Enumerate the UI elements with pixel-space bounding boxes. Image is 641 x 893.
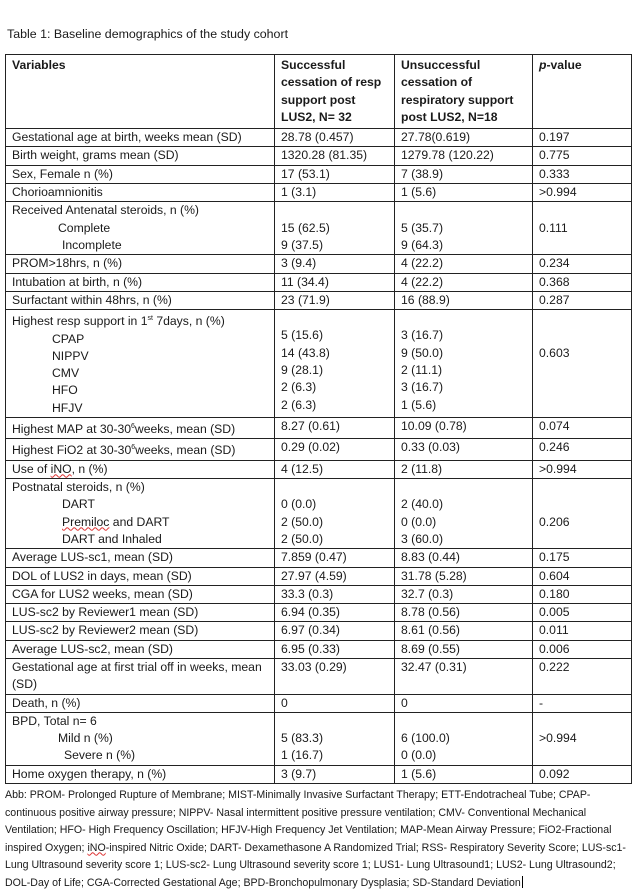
successful-value: 0 <box>275 694 395 712</box>
unsuccessful-value: 27.78(0.619) <box>395 129 533 147</box>
unsuccessful-value: 0 <box>395 694 533 712</box>
p-value: 0.604 <box>533 567 632 585</box>
p-value: 0.287 <box>533 291 632 309</box>
sub-value: 5 (15.6) <box>281 328 324 343</box>
row-label: PROM>18hrs, n (%) <box>6 255 275 273</box>
row-label: DOL of LUS2 in days, mean (SD) <box>6 567 275 585</box>
successful-value: 1 (3.1) <box>275 184 395 202</box>
successful-value: 3 (9.4) <box>275 255 395 273</box>
successful-value: 1320.28 (81.35) <box>275 147 395 165</box>
sub-label: CPAP <box>52 331 85 346</box>
p-value <box>533 310 632 418</box>
row-label: Average LUS-sc1, mean (SD) <box>6 549 275 567</box>
p-value: 0.011 <box>533 622 632 640</box>
p-value-text: 0.206 <box>539 514 570 529</box>
table-row <box>6 165 632 183</box>
footnote-text: -inspired Nitric Oxide; DART- Dexamethasone A Randomized Trial; RSS- Respiratory Severity Score; LUS-sc1- Lung Ultrasound severity score 1; LUS-sc2- Lung Ultrasound severity score 1; LUS1- Lung Ultrasound1; LUS2- Lung Ultrasound2; DOL-Day of Life; CGA-Corrected Gestational Age; BPD-Bronchopulmonary Dysplasia; SD-Standard Deviation <box>5 841 626 889</box>
row-label: CGA for LUS2 weeks, mean (SD) <box>6 585 275 603</box>
sub-value: 2 (50.0) <box>281 531 324 546</box>
table-row <box>6 765 632 783</box>
sub-label: DART <box>62 497 95 512</box>
table-row <box>6 658 632 694</box>
sub-value: 2 (6.3) <box>281 380 317 395</box>
p-value: 0.074 <box>533 418 632 439</box>
row-label: Highest MAP at $30-30^6weeks$, mean (SD) <box>6 418 275 439</box>
sub-label: Premiloc and DART <box>62 514 170 529</box>
sub-value: 5 (35.7) <box>401 220 444 235</box>
unsuccessful-value <box>395 202 533 255</box>
superscript: st <box>147 315 153 323</box>
text-cursor <box>522 876 523 888</box>
row-label: LUS-sc2 by Reviewer2 mean (SD) <box>6 622 275 640</box>
table-row <box>6 310 632 418</box>
p-value: 0.246 <box>533 439 632 460</box>
unsuccessful-value <box>395 712 533 765</box>
sub-value: 1 (16.7) <box>281 748 324 763</box>
successful-value: 23 (71.9) <box>275 291 395 309</box>
row-label: Birth weight, grams mean (SD) <box>6 147 275 165</box>
successful-value: 11 (34.4) <box>275 273 395 291</box>
p-italic: p <box>539 58 547 72</box>
unsuccessful-value: 32.47 (0.31) <box>395 658 533 694</box>
table-row <box>6 604 632 622</box>
row-label: Gestational age at birth, weeks mean (SD) <box>6 129 275 147</box>
sub-label: HFO <box>52 383 78 398</box>
table-row <box>6 640 632 658</box>
row-label: Chorioamnionitis <box>6 184 275 202</box>
superscript: 6 <box>131 423 135 430</box>
table-row <box>6 129 632 147</box>
header-variables: Variables <box>6 55 275 129</box>
unsuccessful-value: 8.69 (0.55) <box>395 640 533 658</box>
p-value-text: >0.994 <box>539 731 577 746</box>
p-value: 0.175 <box>533 549 632 567</box>
table-row <box>6 418 632 439</box>
sub-value: 5 (83.3) <box>281 731 324 746</box>
p-value <box>533 712 632 765</box>
row-label <box>6 712 275 765</box>
row-label: Highest FiO2 at $30-30^6weeks$, mean (SD) <box>6 439 275 460</box>
table-row <box>6 622 632 640</box>
table-row <box>6 585 632 603</box>
sub-value: 2 (40.0) <box>401 497 444 512</box>
successful-value: 6.95 (0.33) <box>275 640 395 658</box>
p-value: - <box>533 694 632 712</box>
sub-value: 3 (16.7) <box>401 380 444 395</box>
sub-label: CMV <box>52 366 80 381</box>
successful-value <box>275 310 395 418</box>
abbreviations-footnote <box>5 787 631 892</box>
sub-value: 2 (11.1) <box>401 363 443 378</box>
sub-label: Complete <box>58 220 111 235</box>
p-value: >0.994 <box>533 184 632 202</box>
unsuccessful-value: 4 (22.2) <box>395 273 533 291</box>
header-row <box>6 55 632 129</box>
p-value: 0.222 <box>533 658 632 694</box>
unsuccessful-value <box>395 310 533 418</box>
unsuccessful-value: 8.78 (0.56) <box>395 604 533 622</box>
sub-value: 15 (62.5) <box>281 220 330 235</box>
group-label: Received Antenatal steroids, n (%) <box>12 203 199 218</box>
p-value: 0.775 <box>533 147 632 165</box>
p-value: 0.005 <box>533 604 632 622</box>
demographics-table <box>5 54 632 784</box>
row-label: LUS-sc2 by Reviewer1 mean (SD) <box>6 604 275 622</box>
header-p-value <box>533 55 632 129</box>
table-row <box>6 255 632 273</box>
successful-value: 4 (12.5) <box>275 460 395 478</box>
table-row <box>6 202 632 255</box>
sub-value: 6 (100.0) <box>401 731 450 746</box>
table-row <box>6 694 632 712</box>
sub-value: 1 (5.6) <box>401 397 437 412</box>
unsuccessful-value: 32.7 (0.3) <box>395 585 533 603</box>
sub-label: Incomplete <box>62 237 122 252</box>
successful-value: 7.859 (0.47) <box>275 549 395 567</box>
sub-label: Severe n (%) <box>64 748 136 763</box>
spellcheck-word: Premiloc <box>62 514 110 529</box>
table-row <box>6 567 632 585</box>
row-label: Intubation at birth, n (%) <box>6 273 275 291</box>
row-label: Surfactant within 48hrs, n (%) <box>6 291 275 309</box>
successful-value <box>275 202 395 255</box>
p-value: 0.006 <box>533 640 632 658</box>
spellcheck-word: iNO <box>87 841 106 854</box>
p-value: 0.368 <box>533 273 632 291</box>
p-value: 0.333 <box>533 165 632 183</box>
successful-value: 3 (9.7) <box>275 765 395 783</box>
superscript: 6 <box>131 444 136 452</box>
row-label: Home oxygen therapy, n (%) <box>6 765 275 783</box>
footnote-text: Abb: PROM- Prolonged Rupture of Membrane; MIST-Minimally Invasive Surfactant Therapy; ETT-Endotracheal Tube; CPAP-continuous positive airway pressure; NIPPV- Nasal intermittent positive pressure ventilation; CMV- Conventional Mechanical Ventilation; HFO- High Frequency Oscillation; HFJV-High Frequency Jet Ventilation; MAP-Mean Airway Pressure; FiO2-Fractional inspired Oxygen; <box>5 789 612 854</box>
p-value: 0.092 <box>533 765 632 783</box>
successful-value: 27.97 (4.59) <box>275 567 395 585</box>
p-value: 0.197 <box>533 129 632 147</box>
sub-value: 2 (6.3) <box>281 397 317 412</box>
successful-value <box>275 479 395 549</box>
header-unsuccessful: Unsuccessful cessation of respiratory support post LUS2, N=18 <box>395 55 533 129</box>
unsuccessful-value: 8.61 (0.56) <box>395 622 533 640</box>
unsuccessful-value <box>395 479 533 549</box>
table-row <box>6 439 632 460</box>
successful-value <box>275 712 395 765</box>
unsuccessful-value: 10.09 (0.78) <box>395 418 533 439</box>
sub-label: DART and Inhaled <box>62 531 162 546</box>
successful-value: 6.97 (0.34) <box>275 622 395 640</box>
p-value <box>533 202 632 255</box>
row-label: Average LUS-sc2, mean (SD) <box>6 640 275 658</box>
sub-value: 9 (64.3) <box>401 237 444 252</box>
sub-value: 0 (0.0) <box>401 514 437 529</box>
p-value: 0.234 <box>533 255 632 273</box>
unsuccessful-value: 2 (11.8) <box>395 460 533 478</box>
unsuccessful-value: 7 (38.9) <box>395 165 533 183</box>
table-row <box>6 479 632 549</box>
successful-value: 28.78 (0.457) <box>275 129 395 147</box>
table-row <box>6 460 632 478</box>
table-row <box>6 291 632 309</box>
header-successful: Successful cessation of resp support post LUS2, N= 32 <box>275 55 395 129</box>
unsuccessful-value: 1 (5.6) <box>395 184 533 202</box>
row-label: Use of iNO, n (%) <box>6 460 275 478</box>
sub-value: 14 (43.8) <box>281 345 330 360</box>
unsuccessful-value: 31.78 (5.28) <box>395 567 533 585</box>
row-label <box>6 202 275 255</box>
p-value <box>533 479 632 549</box>
successful-value: 0.29 (0.02) <box>275 439 395 460</box>
sub-value: 2 (50.0) <box>281 514 324 529</box>
table-row <box>6 273 632 291</box>
sub-value: 0 (0.0) <box>281 497 317 512</box>
successful-value: 17 (53.1) <box>275 165 395 183</box>
sub-label: HFJV <box>52 400 83 415</box>
unsuccessful-value: 1 (5.6) <box>395 765 533 783</box>
sub-label: NIPPV <box>52 348 89 363</box>
p-value-text: 0.603 <box>539 345 570 360</box>
sub-value: 9 (28.1) <box>281 363 324 378</box>
unsuccessful-value: 8.83 (0.44) <box>395 549 533 567</box>
row-label: Sex, Female n (%) <box>6 165 275 183</box>
group-label: BPD, Total n= 6 <box>12 713 97 728</box>
row-label: Death, n (%) <box>6 694 275 712</box>
successful-value: 8.27 (0.61) <box>275 418 395 439</box>
table-row <box>6 549 632 567</box>
successful-value: 6.94 (0.35) <box>275 604 395 622</box>
table-row <box>6 712 632 765</box>
group-label: Highest resp support in 1st 7days, n (%) <box>12 314 225 329</box>
unsuccessful-value: 1279.78 (120.22) <box>395 147 533 165</box>
sub-value: 3 (60.0) <box>401 531 444 546</box>
p-value-text: 0.111 <box>539 220 568 235</box>
unsuccessful-value: 16 (88.9) <box>395 291 533 309</box>
row-label: Gestational age at first trial off in weeks, mean (SD) <box>6 658 275 694</box>
group-label: Postnatal steroids, n (%) <box>12 480 145 495</box>
sub-value: 9 (50.0) <box>401 345 444 360</box>
spellcheck-word: iNO <box>50 461 72 476</box>
unsuccessful-value: 0.33 (0.03) <box>395 439 533 460</box>
table-caption: Table 1: Baseline demographics of the study cohort <box>7 27 289 41</box>
p-value: >0.994 <box>533 460 632 478</box>
sub-label: Mild n (%) <box>58 731 113 746</box>
table-row <box>6 147 632 165</box>
sub-value: 9 (37.5) <box>281 237 324 252</box>
sub-value: 0 (0.0) <box>401 748 437 763</box>
p-value: 0.180 <box>533 585 632 603</box>
row-label <box>6 479 275 549</box>
p-rest: -value <box>546 58 582 72</box>
row-label <box>6 310 275 418</box>
table-row <box>6 184 632 202</box>
sub-value: 3 (16.7) <box>401 328 444 343</box>
successful-value: 33.03 (0.29) <box>275 658 395 694</box>
successful-value: 33.3 (0.3) <box>275 585 395 603</box>
unsuccessful-value: 4 (22.2) <box>395 255 533 273</box>
